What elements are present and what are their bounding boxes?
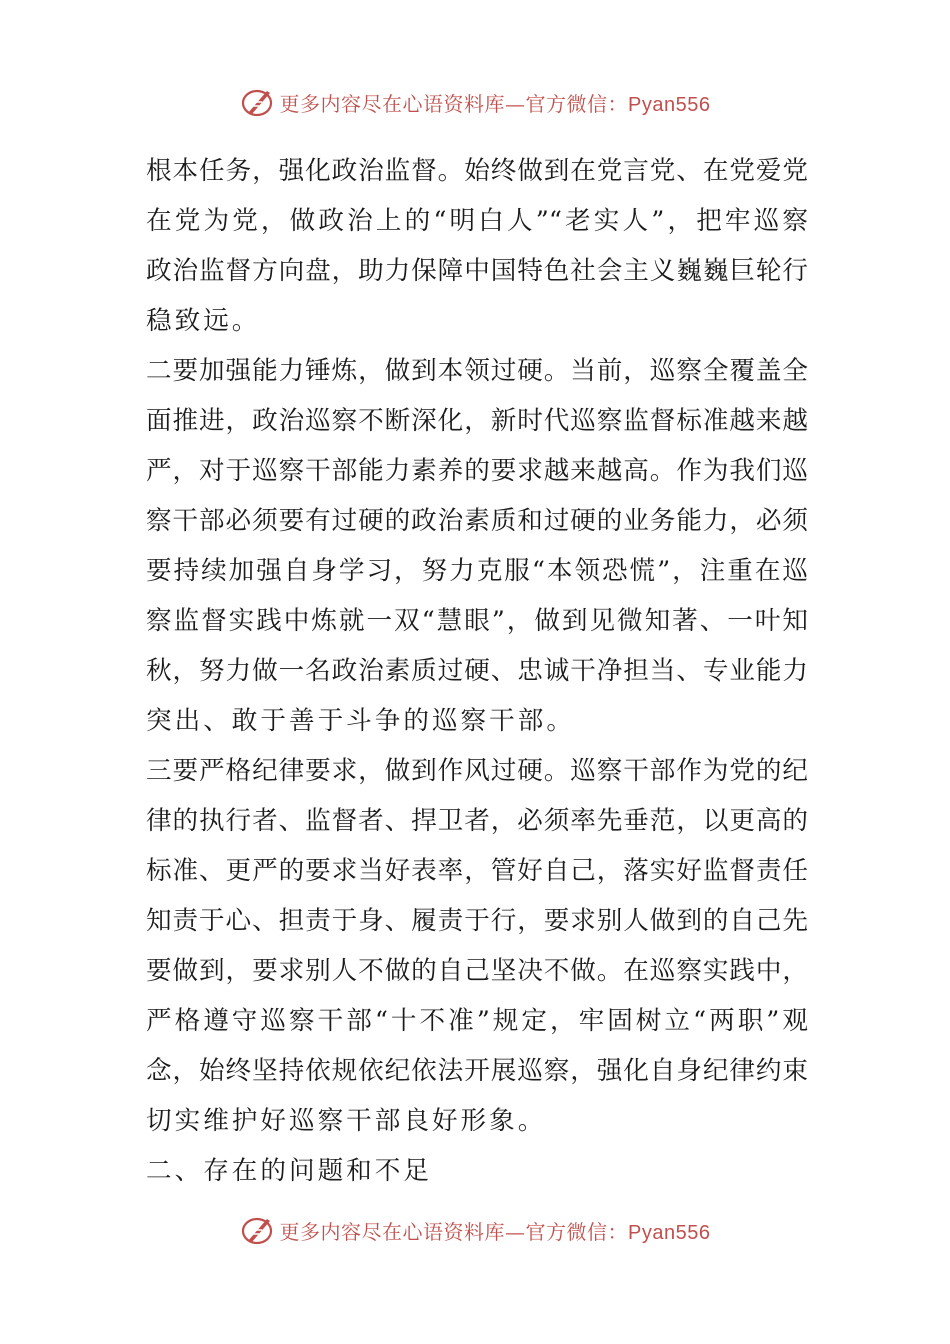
body-line: 切实维护好巡察干部良好形象。 (146, 1106, 547, 1136)
body-line: 察干部必须要有过硬的政治素质和过硬的业务能力，必须 (146, 506, 808, 536)
section-heading: 二、存在的问题和不足 (146, 1156, 432, 1186)
body-line: 念，始终坚持依规依纪依法开展巡察，强化自身纪律约束 (146, 1056, 808, 1086)
watermark-site: 更多内容尽在心语资料库 (279, 91, 506, 116)
footer-watermark (0, 1210, 950, 1250)
body-line: 根本任务，强化政治监督。始终做到在党言党、在党爱党 (146, 156, 808, 186)
body-line: 严，对于巡察干部能力素养的要求越来越高。作为我们巡 (146, 456, 808, 486)
body-line: 政治监督方向盘，助力保障中国特色社会主义巍巍巨轮行 (146, 256, 808, 286)
header-watermark (0, 82, 950, 122)
body-line: 稳致远。 (146, 306, 261, 336)
watermark-wechat-label: 官方微信： (525, 91, 629, 116)
body-line: 知责于心、担责于身、履责于行，要求别人做到的自己先 (146, 906, 808, 936)
body-line: 律的执行者、监督者、捍卫者，必须率先垂范，以更高的 (146, 806, 808, 836)
body-line: 严格遵守巡察干部“十不准”规定，牢固树立“两职”观 (146, 1006, 808, 1036)
watermark-separator: — (505, 91, 526, 116)
watermark-wechat-id: Pyan556 (628, 93, 711, 116)
watermark-wechat-id: Pyan556 (628, 1221, 711, 1244)
body-line: 二要加强能力锤炼，做到本领过硬。当前，巡察全覆盖全 (146, 356, 808, 386)
body-line: 要做到，要求别人不做的自己坚决不做。在巡察实践中， (146, 956, 808, 986)
body-line: 标准、更严的要求当好表率，管好自己，落实好监督责任 (146, 856, 808, 886)
body-line: 三要严格纪律要求，做到作风过硬。巡察干部作为党的纪 (146, 756, 808, 786)
document-body (146, 146, 808, 1196)
watermark-separator: — (505, 1219, 526, 1244)
body-line: 察监督实践中炼就一双“慧眼”，做到见微知著、一叶知 (146, 606, 808, 636)
watermark-text (280, 88, 711, 117)
watermark-text (280, 1216, 711, 1245)
watermark-wechat-label: 官方微信： (525, 1219, 629, 1244)
body-line: 要持续加强自身学习，努力克服“本领恐慌”，注重在巡 (146, 556, 808, 586)
quill-logo-icon (240, 84, 276, 120)
body-line: 秋，努力做一名政治素质过硬、忠诚干净担当、专业能力 (146, 656, 808, 686)
body-line: 突出、敢于善于斗争的巡察干部。 (146, 706, 575, 736)
quill-logo-icon (240, 1212, 276, 1248)
body-line: 在党为党，做政治上的“明白人”“老实人”，把牢巡察 (146, 206, 808, 236)
watermark-site: 更多内容尽在心语资料库 (279, 1219, 506, 1244)
body-line: 面推进，政治巡察不断深化，新时代巡察监督标准越来越 (146, 406, 808, 436)
